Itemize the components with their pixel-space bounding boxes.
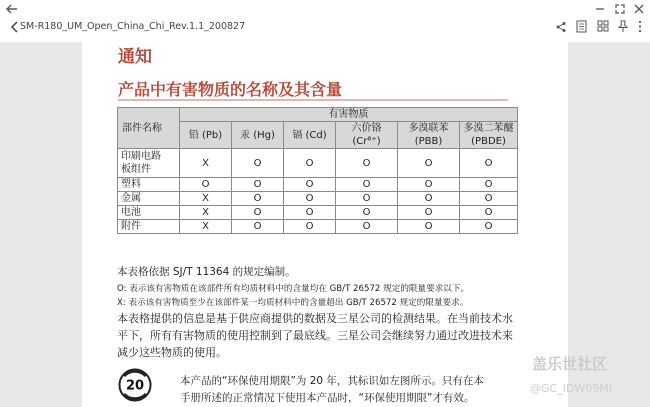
- epup-paragraph: [180, 373, 530, 407]
- column-header-line: 汞 (Hg): [240, 129, 275, 141]
- close-icon[interactable]: [633, 3, 645, 15]
- substance-cell: O: [398, 206, 460, 220]
- substance-cell: O: [284, 178, 336, 192]
- epup-line: 手册所述的正常情况下使用本产品时，“环保使用期限”才有效。: [180, 392, 475, 404]
- column-header-line: (Cr⁶⁺): [352, 136, 381, 147]
- paragraph-line: 平下，所有有害物质的使用控制到了最底线。三星公司会继续努力通过改进技术来: [117, 329, 513, 342]
- standard-note: 本表格依据 SJ/T 11364 的规定编制。: [117, 266, 296, 278]
- info-paragraph: [117, 310, 537, 361]
- document-page: [82, 42, 568, 407]
- fullscreen-icon[interactable]: [614, 3, 626, 15]
- watermark-brand: 盖乐世社区: [532, 355, 608, 373]
- substance-cell: O: [284, 149, 336, 178]
- hazardous-substances-table: [117, 107, 518, 234]
- section-title: 通知: [118, 47, 152, 67]
- epup-logo-icon: [118, 368, 152, 402]
- column-header-line: 铅 (Pb): [188, 129, 223, 141]
- epup-line: 本产品的“环保使用期限”为 20 年，其标识如左图所示。只有在本: [180, 375, 484, 387]
- substance-cell: O: [284, 192, 336, 206]
- watermark-handle: @GC_IDW09MI: [530, 382, 613, 395]
- table-row: [118, 206, 518, 220]
- grid-icon[interactable]: [597, 20, 609, 32]
- share-icon[interactable]: [555, 21, 567, 33]
- substance-cell: O: [460, 149, 518, 178]
- group-header: 有害物质: [180, 108, 518, 122]
- column-header-line: (PBB): [414, 136, 443, 147]
- legend-o-note: O: 表示该有害物质在该部件所有均质材料中的含量均在 GB/T 26572 规定的限量要求以下。: [117, 284, 470, 294]
- substance-cell: O: [180, 178, 232, 192]
- column-header: [460, 122, 518, 149]
- substance-cell: O: [398, 178, 460, 192]
- row-part-name: [118, 220, 180, 234]
- document-icon[interactable]: [576, 20, 587, 33]
- substance-cell: O: [336, 206, 398, 220]
- part-name-line: 板组件: [121, 164, 151, 175]
- substance-cell: O: [398, 192, 460, 206]
- substance-cell: O: [460, 178, 518, 192]
- substance-cell: O: [460, 206, 518, 220]
- part-name-line: 塑料: [121, 179, 141, 190]
- column-header: [284, 122, 336, 149]
- minimize-icon[interactable]: [594, 3, 606, 15]
- substance-cell: O: [232, 220, 284, 234]
- substance-cell: X: [180, 206, 232, 220]
- substance-cell: O: [336, 149, 398, 178]
- column-header-line: 多溴联苯: [408, 123, 449, 134]
- epup-logo-number: 20: [125, 378, 145, 394]
- table-group-header-row: [118, 108, 518, 122]
- substance-cell: O: [398, 220, 460, 234]
- paragraph-line: 本表格提供的信息是基于供应商提供的数据及三星公司的检测结果。在当前技术水: [117, 312, 513, 325]
- substance-cell: O: [460, 220, 518, 234]
- window-back-icon[interactable]: [6, 4, 18, 14]
- column-header-line: (PBDE): [471, 136, 506, 147]
- legend-x-note: X: 表示该有害物质至少在该部件某一均质材料中的含量超出 GB/T 26572 规定的限量要求。: [117, 298, 469, 308]
- pin-icon[interactable]: [617, 20, 629, 33]
- part-name-line: 电池: [121, 207, 141, 218]
- page-heading: 产品中有害物质的名称及其含量: [118, 80, 343, 99]
- part-name-line: 印刷电路: [121, 151, 161, 162]
- document-title: SM-R180_UM_Open_China_Chi_Rev.1.1_200827: [20, 21, 246, 32]
- viewer-toolbar: [0, 0, 650, 42]
- part-name-line: 金属: [121, 193, 141, 204]
- row-part-name: [118, 149, 180, 178]
- substance-cell: O: [232, 178, 284, 192]
- column-header: [398, 122, 460, 149]
- table-row: [118, 178, 518, 192]
- column-header: [232, 122, 284, 149]
- row-part-name: [118, 206, 180, 220]
- column-header-line: 多溴二苯醚: [463, 123, 514, 134]
- substance-cell: X: [180, 192, 232, 206]
- substance-cell: X: [180, 149, 232, 178]
- substance-cell: O: [336, 178, 398, 192]
- table-body: [118, 149, 518, 234]
- substance-cell: O: [232, 149, 284, 178]
- paragraph-line: 减少这些物质的使用。: [117, 346, 227, 359]
- column-header: [180, 122, 232, 149]
- column-header: [336, 122, 398, 149]
- substance-cell: O: [398, 149, 460, 178]
- substance-cell: O: [336, 192, 398, 206]
- heading-divider: [118, 99, 508, 101]
- substance-cell: O: [232, 206, 284, 220]
- table-row: [118, 220, 518, 234]
- column-header-line: 镉 (Cd): [292, 129, 327, 141]
- more-options-icon[interactable]: [637, 20, 643, 33]
- table-row: [118, 149, 518, 178]
- column-header-line: 六价铬: [351, 123, 382, 134]
- row-part-name: [118, 192, 180, 206]
- substance-cell: X: [180, 220, 232, 234]
- corner-header: 部件名称: [118, 108, 180, 149]
- substance-cell: O: [284, 220, 336, 234]
- table-row: [118, 192, 518, 206]
- substance-cell: O: [232, 192, 284, 206]
- substance-cell: O: [336, 220, 398, 234]
- substance-cell: O: [284, 206, 336, 220]
- row-part-name: [118, 178, 180, 192]
- substance-cell: O: [460, 192, 518, 206]
- part-name-line: 附件: [121, 221, 141, 232]
